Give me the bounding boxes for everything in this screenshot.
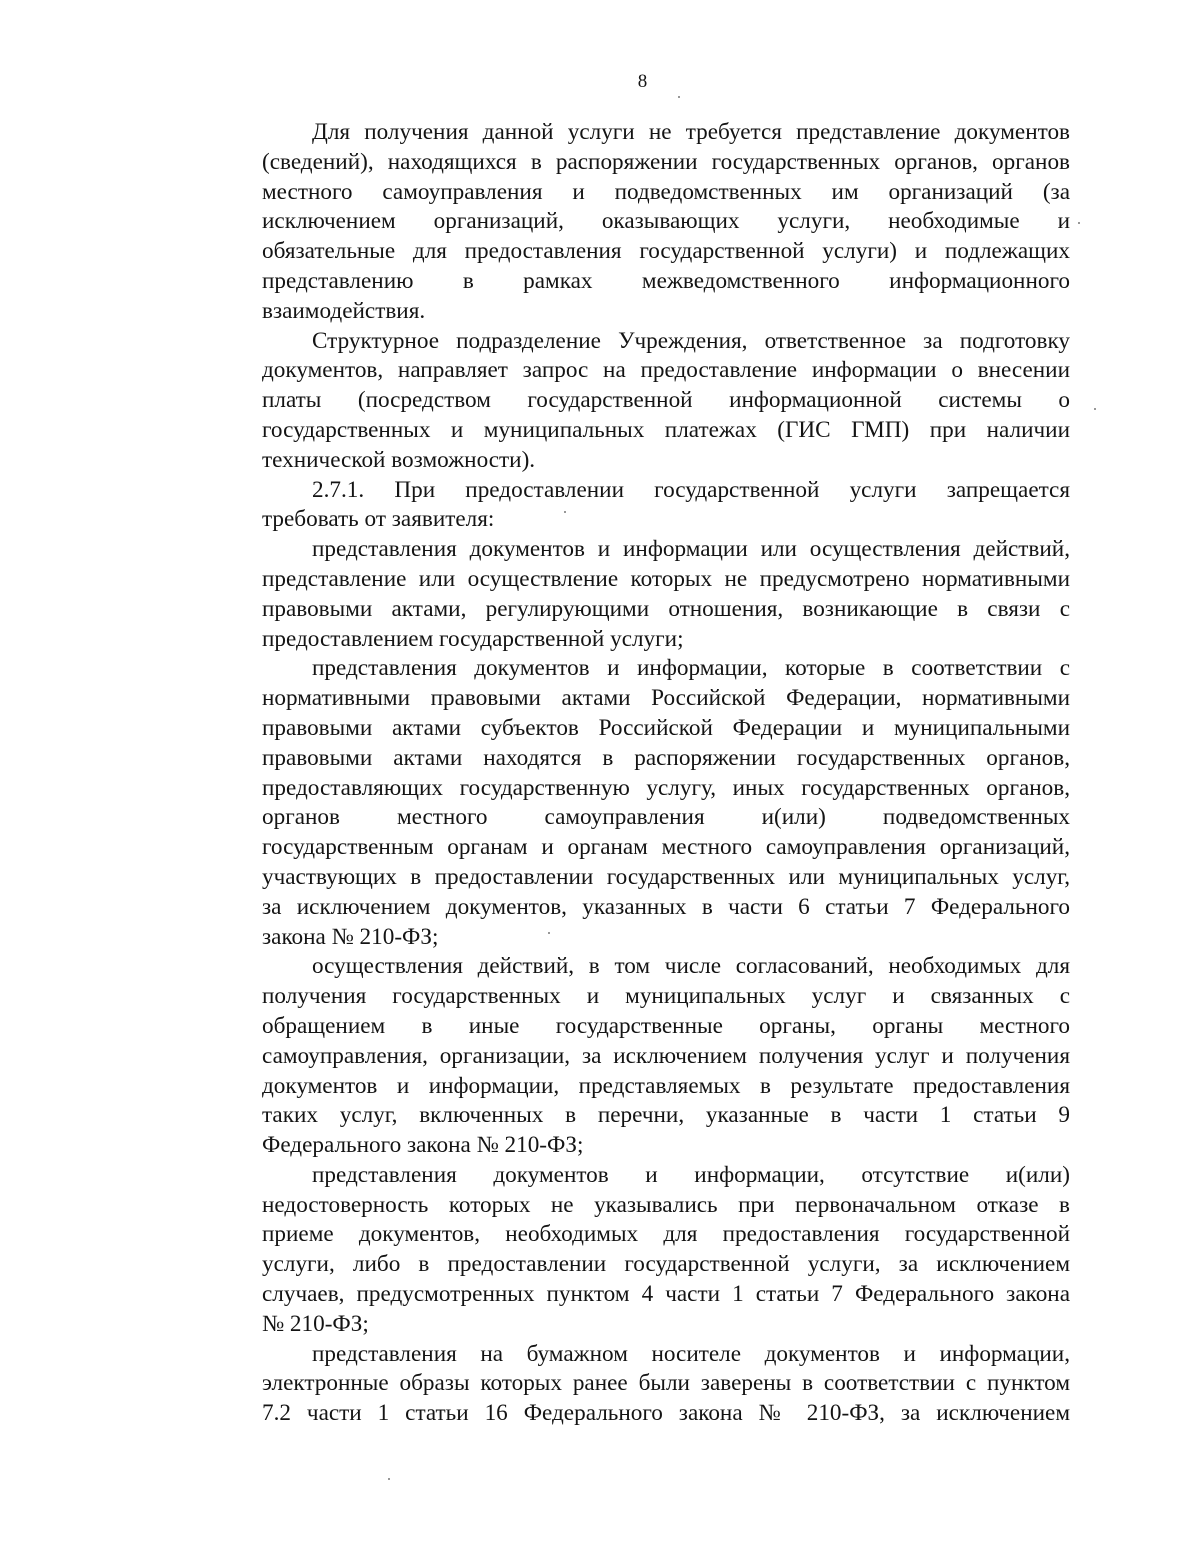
text-line: представления документов и информации, отсутствие и(или)	[312, 1161, 1070, 1188]
text-line: государственным органам и органам местного самоуправления организаций,	[262, 834, 1070, 861]
text-line: предоставляющих государственную услугу, иных государственных органов,	[262, 774, 1070, 801]
document-body	[212, 118, 1070, 1429]
text-line: государственных и муниципальных платежах (ГИС ГМП) при наличии	[262, 416, 1070, 443]
text-line: осуществления действий, в том числе согласований, необходимых для	[312, 953, 1070, 980]
text-line: требовать от заявителя:	[262, 506, 495, 533]
text-line: (сведений), находящихся в распоряжении государственных органов, органов	[262, 148, 1070, 175]
paragraph	[212, 476, 1070, 536]
paragraph	[212, 327, 1070, 476]
text-line: представление или осуществление которых не предусмотрено нормативными	[262, 565, 1070, 592]
text-line: представлению в рамках межведомственного информационного	[262, 267, 1070, 294]
text-line: 7.2 части 1 статьи 16 Федерального закона № 210-ФЗ, за исключением	[262, 1400, 1070, 1427]
text-line: случаев, предусмотренных пунктом 4 части 1 статьи 7 Федерального закона	[262, 1281, 1070, 1308]
text-line: правовыми актами субъектов Российской Федерации и муниципальными	[262, 714, 1070, 741]
text-line: представления документов и информации, которые в соответствии с	[312, 655, 1070, 682]
text-line: представления на бумажном носителе документов и информации,	[312, 1340, 1070, 1367]
scan-speck	[1094, 408, 1096, 410]
text-line: документов, направляет запрос на предоставление информации о внесении	[262, 357, 1070, 384]
scan-speck	[388, 1478, 390, 1480]
text-line: технической возможности).	[262, 446, 536, 473]
text-line: нормативными правовыми актами Российской Федерации, нормативными	[262, 685, 1070, 712]
text-line: местного самоуправления и подведомственных им организаций (за	[262, 178, 1070, 205]
paragraph	[212, 952, 1070, 1161]
text-line: № 210-ФЗ;	[262, 1310, 369, 1337]
text-line: электронные образы которых ранее были заверены в соответствии с пунктом	[262, 1370, 1070, 1397]
text-line: обязательные для предоставления государственной услуги) и подлежащих	[262, 238, 1070, 265]
text-line: услуги, либо в предоставлении государственной услуги, за исключением	[262, 1251, 1070, 1278]
page-number: 8	[637, 71, 648, 92]
text-line: обращением в иные государственные органы, органы местного	[262, 1012, 1070, 1039]
paragraph	[212, 654, 1070, 952]
scan-speck	[1078, 222, 1080, 224]
text-line: участвующих в предоставлении государственных или муниципальных услуг,	[262, 863, 1070, 890]
text-line: правовыми актами находятся в распоряжении государственных органов,	[262, 744, 1070, 771]
paragraph	[212, 1340, 1070, 1429]
text-line: за исключением документов, указанных в части 6 статьи 7 Федерального	[262, 893, 1070, 920]
text-line: исключением организаций, оказывающих услуги, необходимые и	[262, 208, 1070, 235]
text-line: предоставлением государственной услуги;	[262, 625, 684, 652]
text-line: закона № 210-ФЗ;	[262, 923, 439, 950]
text-line: 2.7.1. При предоставлении государственной услуги запрещается	[312, 476, 1070, 503]
text-line: правовыми актами, регулирующими отношения, возникающие в связи с	[262, 595, 1070, 622]
paragraph	[212, 118, 1070, 327]
text-line: самоуправления, организации, за исключением получения услуг и получения	[262, 1042, 1070, 1069]
paragraph	[212, 535, 1070, 654]
scan-speck	[678, 96, 680, 98]
text-line: приеме документов, необходимых для предоставления государственной	[262, 1221, 1070, 1248]
text-line: взаимодействия.	[262, 297, 426, 324]
text-line: Федерального закона № 210-ФЗ;	[262, 1132, 584, 1159]
text-line: недостоверность которых не указывались при первоначальном отказе в	[262, 1191, 1070, 1218]
text-line: Для получения данной услуги не требуется представление документов	[312, 119, 1070, 145]
scan-speck	[564, 511, 566, 513]
scan-speck	[548, 932, 550, 934]
paragraph	[212, 1161, 1070, 1340]
text-line: представления документов и информации или осуществления действий,	[312, 536, 1070, 563]
text-line: органов местного самоуправления и(или) подведомственных	[262, 804, 1070, 831]
text-line: таких услуг, включенных в перечни, указанные в части 1 статьи 9	[262, 1102, 1070, 1129]
text-line: Структурное подразделение Учреждения, ответственное за подготовку	[312, 327, 1070, 354]
text-line: документов и информации, представляемых в результате предоставления	[262, 1072, 1070, 1099]
text-line: получения государственных и муниципальных услуг и связанных с	[262, 983, 1070, 1010]
text-line: платы (посредством государственной информационной системы о	[262, 387, 1070, 414]
